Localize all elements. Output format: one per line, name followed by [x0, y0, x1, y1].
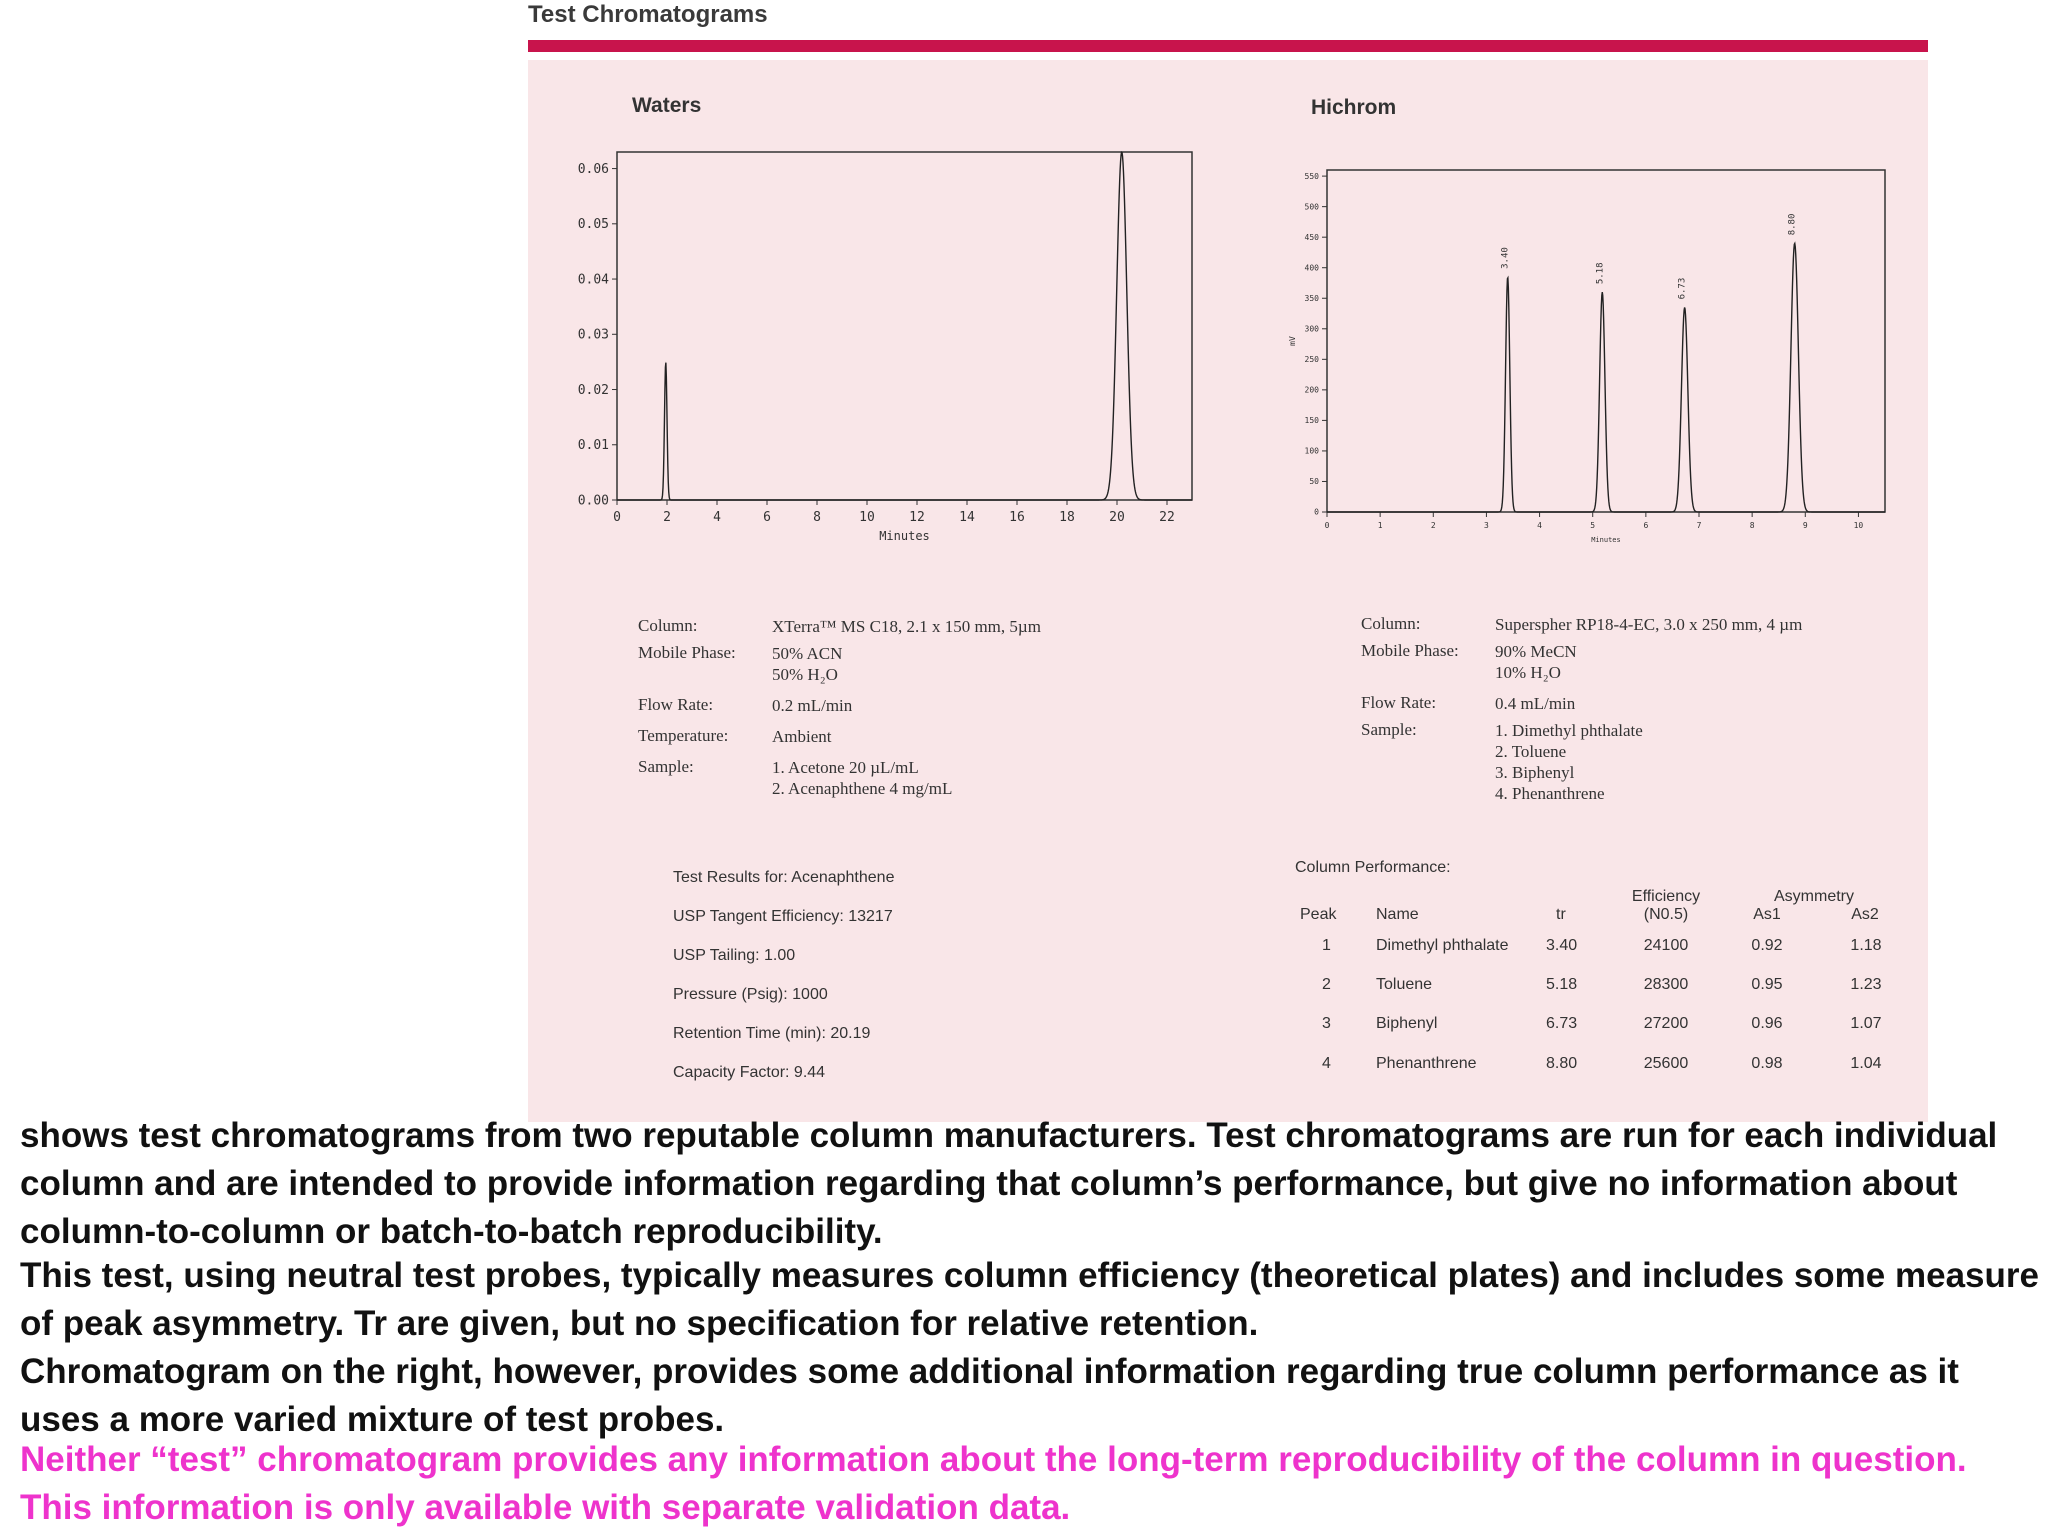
y-tick-label: 150	[1304, 416, 1319, 426]
cell-tr: 8.80	[1546, 1055, 1578, 1072]
cell-peak: 3	[1322, 1015, 1331, 1032]
column-performance-title: Column Performance:	[1295, 859, 1451, 876]
x-tick-label: 0	[1324, 521, 1330, 530]
right-specs	[1361, 614, 1802, 810]
y-tick-label: 500	[1304, 202, 1319, 212]
x-tick-label: 18	[1059, 510, 1075, 525]
x-tick-label: 6	[1643, 521, 1649, 530]
x-tick-label: 22	[1159, 510, 1175, 525]
spec-label: Temperature:	[638, 726, 729, 745]
peak-label: 3.40	[1500, 247, 1511, 269]
x-tick-label: 10	[1853, 521, 1864, 530]
header-peak: Peak	[1300, 906, 1337, 923]
x-tick-label: 2	[663, 510, 671, 525]
spec-value: XTerra™ MS C18, 2.1 x 150 mm, 5µm	[772, 617, 1041, 636]
cell-tr: 6.73	[1546, 1015, 1578, 1032]
header-tr: tr	[1556, 906, 1566, 923]
x-axis-label: Minutes	[879, 529, 930, 543]
x-tick-label: 16	[1009, 510, 1025, 525]
x-tick-label: 14	[959, 510, 975, 525]
x-axis-label: Minutes	[1591, 536, 1621, 544]
paragraph-4: Neither “test” chromatogram provides any information about the long-term reproducibility of the column in question. This information is only available with separate validation data.	[20, 1440, 1967, 1527]
spec-row	[638, 757, 1041, 799]
spec-label: Column:	[638, 616, 698, 635]
cell-name: Biphenyl	[1376, 1015, 1438, 1032]
spec-value: 0.4 mL/min	[1495, 694, 1576, 713]
paragraph-3: Chromatogram on the right, however, provides some additional information regarding true column performance as it uses a more varied mixture of test probes.	[20, 1352, 1959, 1439]
x-tick-label: 9	[1802, 521, 1808, 530]
spec-label: Sample:	[638, 757, 694, 776]
paragraph-1: shows test chromatograms from two reputable column manufacturers. Test chromatograms are run for each individual column and are intended to provide information regarding that column’s performance, but give no information about column-to-column or batch-to-batch reproducibility.	[20, 1116, 1998, 1251]
spec-value: 0.2 mL/min	[772, 696, 853, 715]
test-results	[673, 869, 894, 1103]
y-tick-label: 350	[1304, 293, 1319, 303]
result-line: USP Tangent Efficiency: 13217	[673, 908, 893, 925]
spec-value: 50% ACN 50% H₂O	[772, 644, 843, 684]
cell-as2: 1.04	[1850, 1055, 1882, 1072]
result-line: Capacity Factor: 9.44	[673, 1064, 826, 1081]
cell-efficiency: 25600	[1643, 1055, 1689, 1072]
spec-row	[1361, 720, 1802, 804]
x-tick-label: 8	[813, 510, 821, 525]
x-tick-label: 7	[1696, 521, 1702, 530]
result-line: USP Tailing: 1.00	[673, 947, 796, 964]
x-tick-label: 1	[1377, 521, 1383, 530]
y-tick-label: 0.02	[577, 382, 609, 398]
header-efficiency: Efficiency	[1631, 888, 1701, 905]
result-line: Test Results for: Acenaphthene	[673, 869, 895, 886]
cell-as1: 0.95	[1751, 976, 1783, 993]
spec-row	[1361, 641, 1802, 683]
y-tick-label: 300	[1304, 324, 1319, 334]
spec-label: Flow Rate:	[638, 695, 714, 714]
y-tick-label: 0	[1314, 507, 1319, 517]
result-line: Pressure (Psig): 1000	[673, 986, 828, 1003]
cell-efficiency: 24100	[1643, 937, 1689, 954]
spec-row	[638, 643, 1041, 685]
x-tick-label: 2	[1430, 521, 1436, 530]
left-specs	[638, 616, 1041, 805]
result-line: Retention Time (min): 20.19	[673, 1025, 871, 1042]
left-chart-title: Waters	[632, 94, 702, 117]
y-tick-label: 100	[1304, 446, 1319, 456]
cell-peak: 2	[1322, 976, 1331, 993]
y-tick-label: 0.03	[577, 327, 609, 343]
header-as1: As1	[1753, 906, 1781, 923]
spec-value: 1. Dimethyl phthalate 2. Toluene 3. Biphenyl 4. Phenanthrene	[1495, 721, 1643, 803]
peak-label: 5.18	[1595, 262, 1606, 285]
spec-label: Mobile Phase:	[1361, 641, 1459, 660]
cell-efficiency: 27200	[1643, 1015, 1689, 1032]
y-tick-label: 0.05	[577, 217, 609, 233]
spec-label: Mobile Phase:	[638, 643, 736, 662]
y-tick-label: 0.04	[577, 272, 609, 288]
y-tick-label: 450	[1304, 232, 1319, 242]
cell-tr: 3.40	[1546, 937, 1578, 954]
x-tick-label: 5	[1590, 521, 1596, 530]
hichrom-chromatogram	[0, 0, 2048, 600]
spec-row	[638, 695, 1041, 716]
x-tick-label: 6	[763, 510, 771, 525]
cell-as1: 0.96	[1751, 1015, 1783, 1032]
cell-name: Dimethyl phthalate	[1376, 937, 1509, 954]
x-tick-label: 4	[713, 510, 721, 525]
spec-value: 90% MeCN 10% H₂O	[1495, 642, 1577, 682]
spec-row	[1361, 693, 1802, 714]
spec-value: Ambient	[772, 727, 832, 746]
spec-value: 1. Acetone 20 µL/mL 2. Acenaphthene 4 mg/mL	[772, 758, 953, 798]
y-tick-label: 0.01	[577, 438, 609, 454]
cell-as2: 1.07	[1850, 1015, 1882, 1032]
spec-row	[638, 616, 1041, 637]
header-name: Name	[1376, 906, 1419, 923]
y-tick-label: 0.06	[577, 161, 609, 177]
y-tick-label: 400	[1304, 263, 1319, 273]
x-tick-label: 4	[1537, 521, 1542, 530]
cell-efficiency: 28300	[1643, 976, 1689, 993]
header-asymmetry: Asymmetry	[1774, 888, 1854, 905]
spec-label: Sample:	[1361, 720, 1417, 739]
cell-as1: 0.92	[1751, 937, 1783, 954]
cell-as1: 0.98	[1751, 1055, 1783, 1072]
x-tick-label: 3	[1484, 521, 1489, 530]
x-tick-label: 20	[1109, 510, 1125, 525]
y-axis-label: mV	[1288, 336, 1297, 346]
y-tick-label: 0.00	[577, 493, 609, 509]
cell-peak: 4	[1322, 1055, 1331, 1072]
y-tick-label: 50	[1309, 477, 1319, 487]
y-tick-label: 550	[1304, 171, 1319, 181]
x-tick-label: 10	[859, 510, 875, 525]
header-as2: As2	[1851, 906, 1879, 923]
spec-value: Superspher RP18-4-EC, 3.0 x 250 mm, 4 µm	[1495, 615, 1803, 634]
cell-name: Toluene	[1376, 976, 1433, 993]
cell-as2: 1.18	[1850, 937, 1882, 954]
paragraph-2: This test, using neutral test probes, typically measures column efficiency (theoretical plates) and includes some measure of peak asymmetry. Tr are given, but no specification for relative retention.	[20, 1256, 2039, 1343]
x-tick-label: 12	[909, 510, 925, 525]
x-tick-label: 0	[613, 510, 621, 525]
spec-label: Column:	[1361, 614, 1421, 633]
y-tick-label: 200	[1304, 385, 1319, 395]
cell-as2: 1.23	[1850, 976, 1882, 993]
x-tick-label: 8	[1749, 521, 1755, 530]
cell-name: Phenanthrene	[1376, 1055, 1477, 1072]
spec-row	[1361, 614, 1802, 635]
y-tick-label: 250	[1304, 354, 1319, 364]
header-efficiency-sub: (N0.5)	[1643, 906, 1689, 923]
peak-label: 8.80	[1787, 213, 1798, 236]
peak-label: 6.73	[1677, 277, 1688, 300]
spec-label: Flow Rate:	[1361, 693, 1437, 712]
chromatogram-trace	[1327, 243, 1885, 512]
right-chart-title: Hichrom	[1311, 96, 1397, 119]
cell-peak: 1	[1322, 937, 1331, 954]
spec-row	[638, 726, 1041, 747]
page-title: Test Chromatograms	[528, 1, 768, 28]
cell-tr: 5.18	[1546, 976, 1578, 993]
